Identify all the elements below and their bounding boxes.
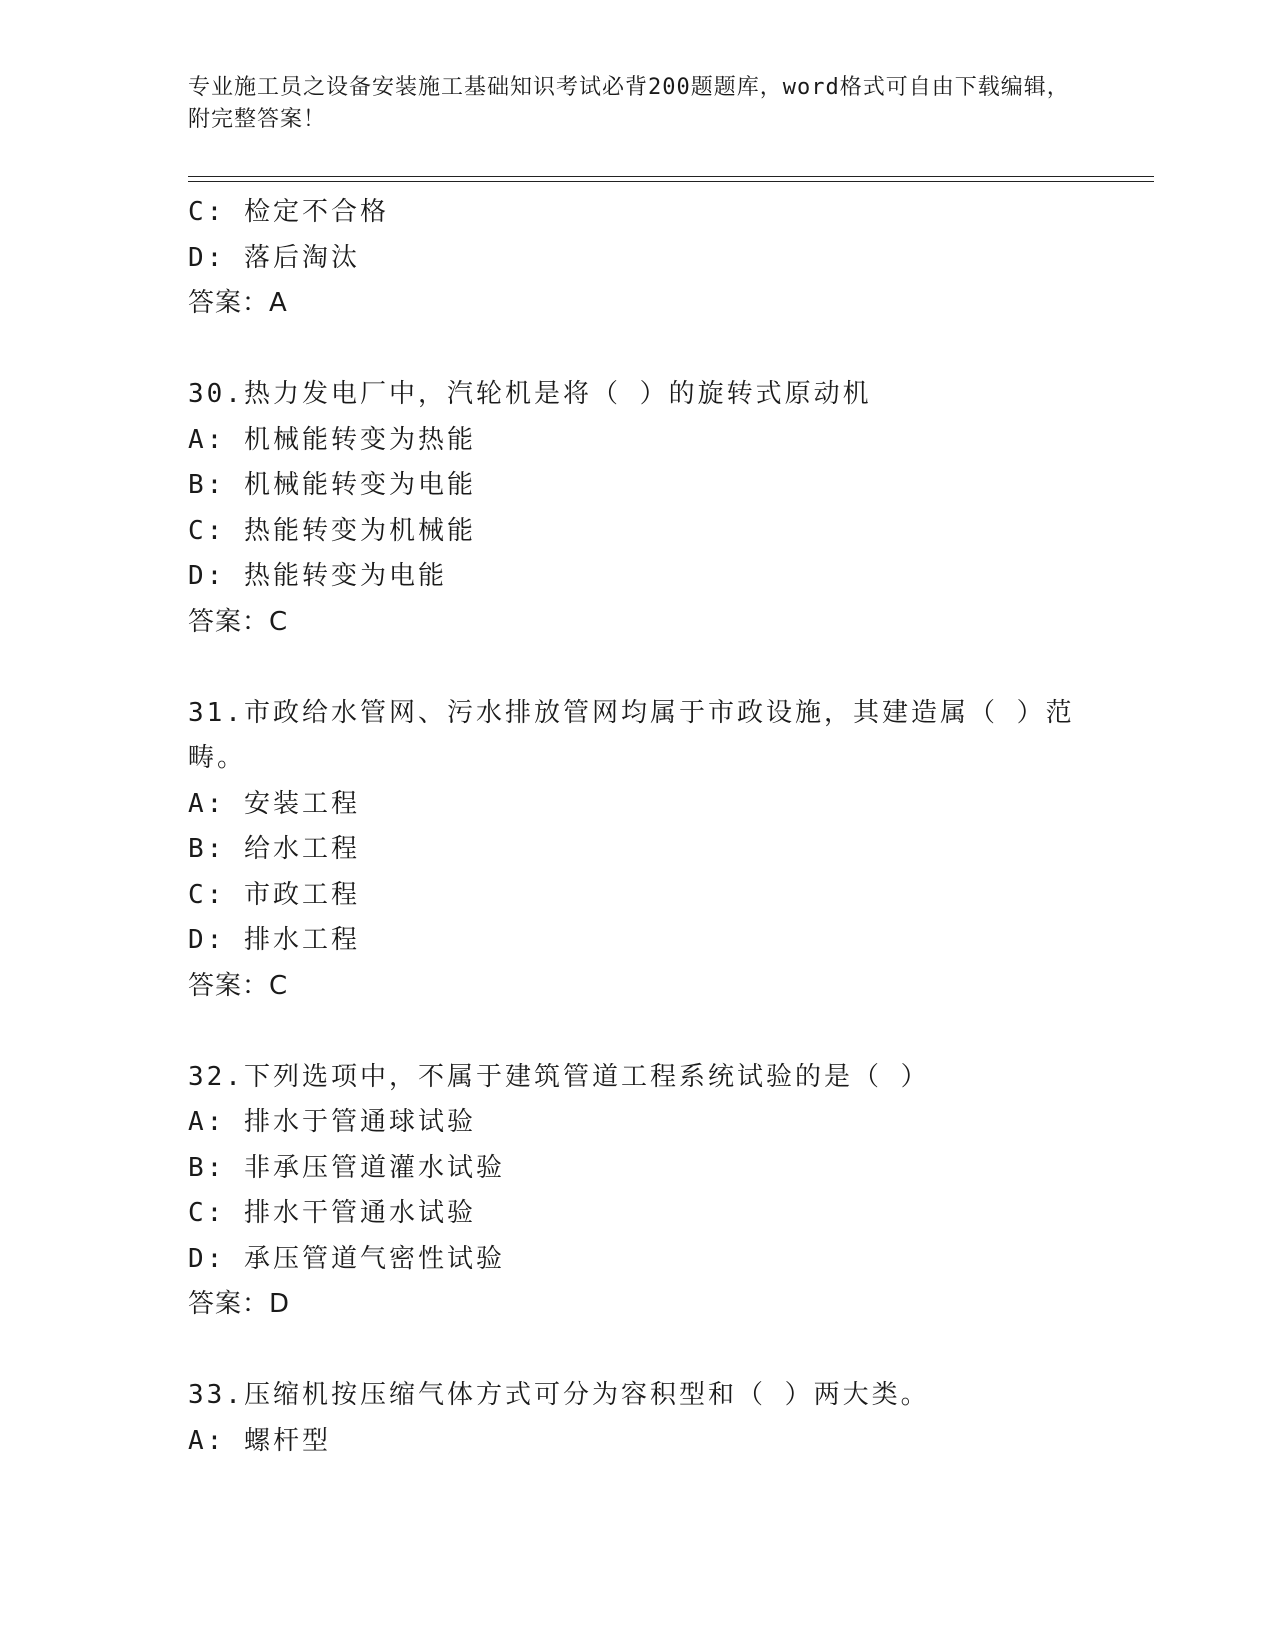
option-line: C: 市政工程 [188, 879, 360, 910]
option-line: D: 落后淘汰 [188, 242, 360, 273]
question-stem: 32.下列选项中，不属于建筑管道工程系统试验的是（ ） [188, 1061, 930, 1092]
option-line: D: 承压管道气密性试验 [188, 1243, 505, 1274]
option-line: A: 机械能转变为热能 [188, 424, 476, 455]
answer-line: 答案：C [188, 606, 289, 637]
page-header: 专业施工员之设备安装施工基础知识考试必背200题题库，word格式可自由下载编辑，附完整答案！ [188, 75, 1070, 132]
option-line: C: 热能转变为机械能 [188, 515, 476, 546]
header-divider-top [188, 176, 1154, 177]
block-spacer [188, 327, 1088, 373]
header-divider-bottom [188, 181, 1154, 182]
option-line: A: 螺杆型 [188, 1425, 331, 1456]
block-spacer [188, 1009, 1088, 1055]
option-line: A: 安装工程 [188, 788, 360, 819]
answer-line: 答案：A [188, 288, 288, 318]
block-spacer [188, 1328, 1088, 1374]
option-line: D: 排水工程 [188, 925, 360, 955]
option-line: B: 非承压管道灌水试验 [188, 1152, 505, 1183]
question-stem: 33.压缩机按压缩气体方式可分为容积型和（ ）两大类。 [188, 1380, 930, 1410]
block-spacer [188, 645, 1088, 691]
question-stem: 30.热力发电厂中，汽轮机是将（ ）的旋转式原动机 [188, 379, 872, 409]
option-line: A: 排水于管通球试验 [188, 1107, 476, 1137]
option-line: C: 检定不合格 [188, 197, 389, 227]
option-line: B: 机械能转变为电能 [188, 470, 476, 500]
answer-line: 答案：D [188, 1289, 291, 1319]
question-content [188, 190, 1088, 1464]
question-stem: 31.市政给水管网、污水排放管网均属于市政设施，其建造属（ ）范畴。 [188, 697, 1075, 773]
answer-line: 答案：C [188, 970, 289, 1001]
option-line: B: 给水工程 [188, 834, 360, 864]
option-line: C: 排水干管通水试验 [188, 1198, 476, 1228]
option-line: D: 热能转变为电能 [188, 561, 447, 591]
